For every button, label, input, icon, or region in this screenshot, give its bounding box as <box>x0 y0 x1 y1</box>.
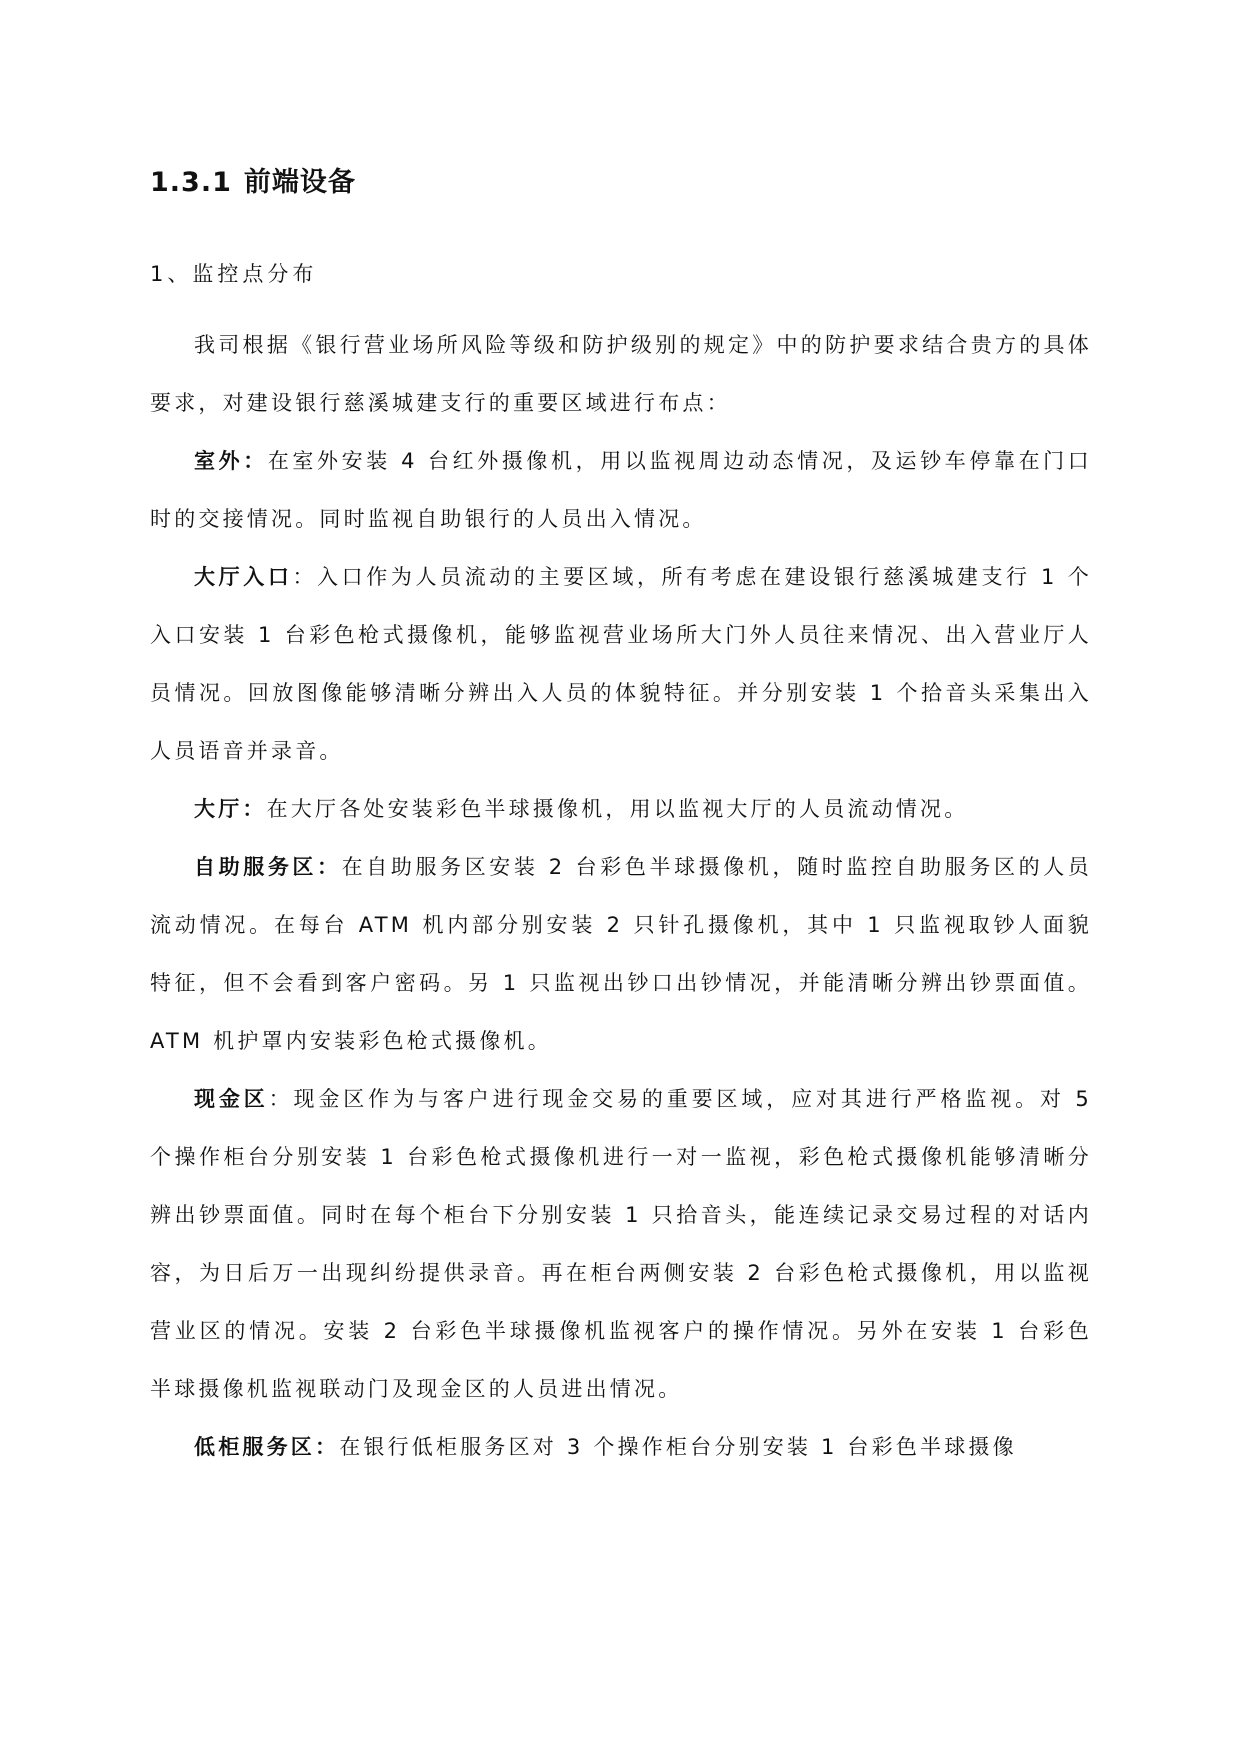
paragraph-text: ：现金区作为与客户进行现金交易的重要区域，应对其进行严格监视。对 5 个操作柜台分别安装 1 台彩色枪式摄像机进行一对一监视，彩色枪式摄像机能够清晰分辨出钞票面值。同时在每个柜台下分别安装 1 只拾音头，能连续记录交易过程的对话内容，为日后万一出现纠纷提供录音。再在柜台两侧安装 2 台彩色枪式摄像机，用以监视营业区的情况。安装 2 台彩色半球摄像机监视客户的操作情况。另外在安装 1 台彩色半球摄像机监视联动门及现金区的人员进出情况。 <box>150 1087 1092 1401</box>
section-heading <box>150 160 356 199</box>
list-item-heading: 1、监控点分布 <box>150 262 318 286</box>
paragraph-outdoor <box>150 432 1092 548</box>
section-title: 前端设备 <box>243 167 356 198</box>
paragraph-lead: 大厅入口 <box>194 565 293 589</box>
paragraph-text: 我司根据《银行营业场所风险等级和防护级别的规定》中的防护要求结合贵方的具体要求，对建设银行慈溪城建支行的重要区域进行布点： <box>150 333 1092 415</box>
paragraph-lead: 现金区 <box>194 1087 269 1111</box>
paragraph-lobby-entrance <box>150 548 1092 780</box>
paragraph-self-service <box>150 838 1092 1070</box>
paragraph-lead: 室外： <box>194 449 268 473</box>
paragraph-low-counter <box>150 1418 1092 1476</box>
paragraph-text: ：入口作为人员流动的主要区域，所有考虑在建设银行慈溪城建支行 1 个入口安装 1 台彩色枪式摄像机，能够监视营业场所大门外人员往来情况、出入营业厅人员情况。回放图像能够清晰分辨出入人员的体貌特征。并分别安装 1 个拾音头采集出入人员语音并录音。 <box>150 565 1092 763</box>
paragraph-lead: 自助服务区： <box>194 855 342 879</box>
paragraph-text: 在室外安装 4 台红外摄像机，用以监视周边动态情况，及运钞车停靠在门口时的交接情况。同时监视自助银行的人员出入情况。 <box>150 449 1092 531</box>
paragraph-lead: 低柜服务区： <box>194 1435 340 1459</box>
paragraph-text: 在银行低柜服务区对 3 个操作柜台分别安装 1 台彩色半球摄像 <box>339 1435 1017 1459</box>
paragraph-text: 在大厅各处安装彩色半球摄像机，用以监视大厅的人员流动情况。 <box>266 797 969 821</box>
document-page <box>150 0 1092 1754</box>
paragraph-lead: 大厅： <box>194 797 267 821</box>
body-text <box>150 316 1092 1476</box>
paragraph-text: 在自助服务区安装 2 台彩色半球摄像机，随时监控自助服务区的人员流动情况。在每台 ATM 机内部分别安装 2 只针孔摄像机，其中 1 只监视取钞人面貌特征，但不会看到客户密码。另 1 只监视出钞口出钞情况，并能清晰分辨出钞票面值。ATM 机护罩内安装彩色枪式摄像机。 <box>150 855 1093 1053</box>
paragraph-lobby <box>150 780 1092 838</box>
paragraph-intro <box>150 316 1092 432</box>
section-number: 1.3.1 <box>150 167 232 198</box>
paragraph-cash-area <box>150 1070 1092 1418</box>
